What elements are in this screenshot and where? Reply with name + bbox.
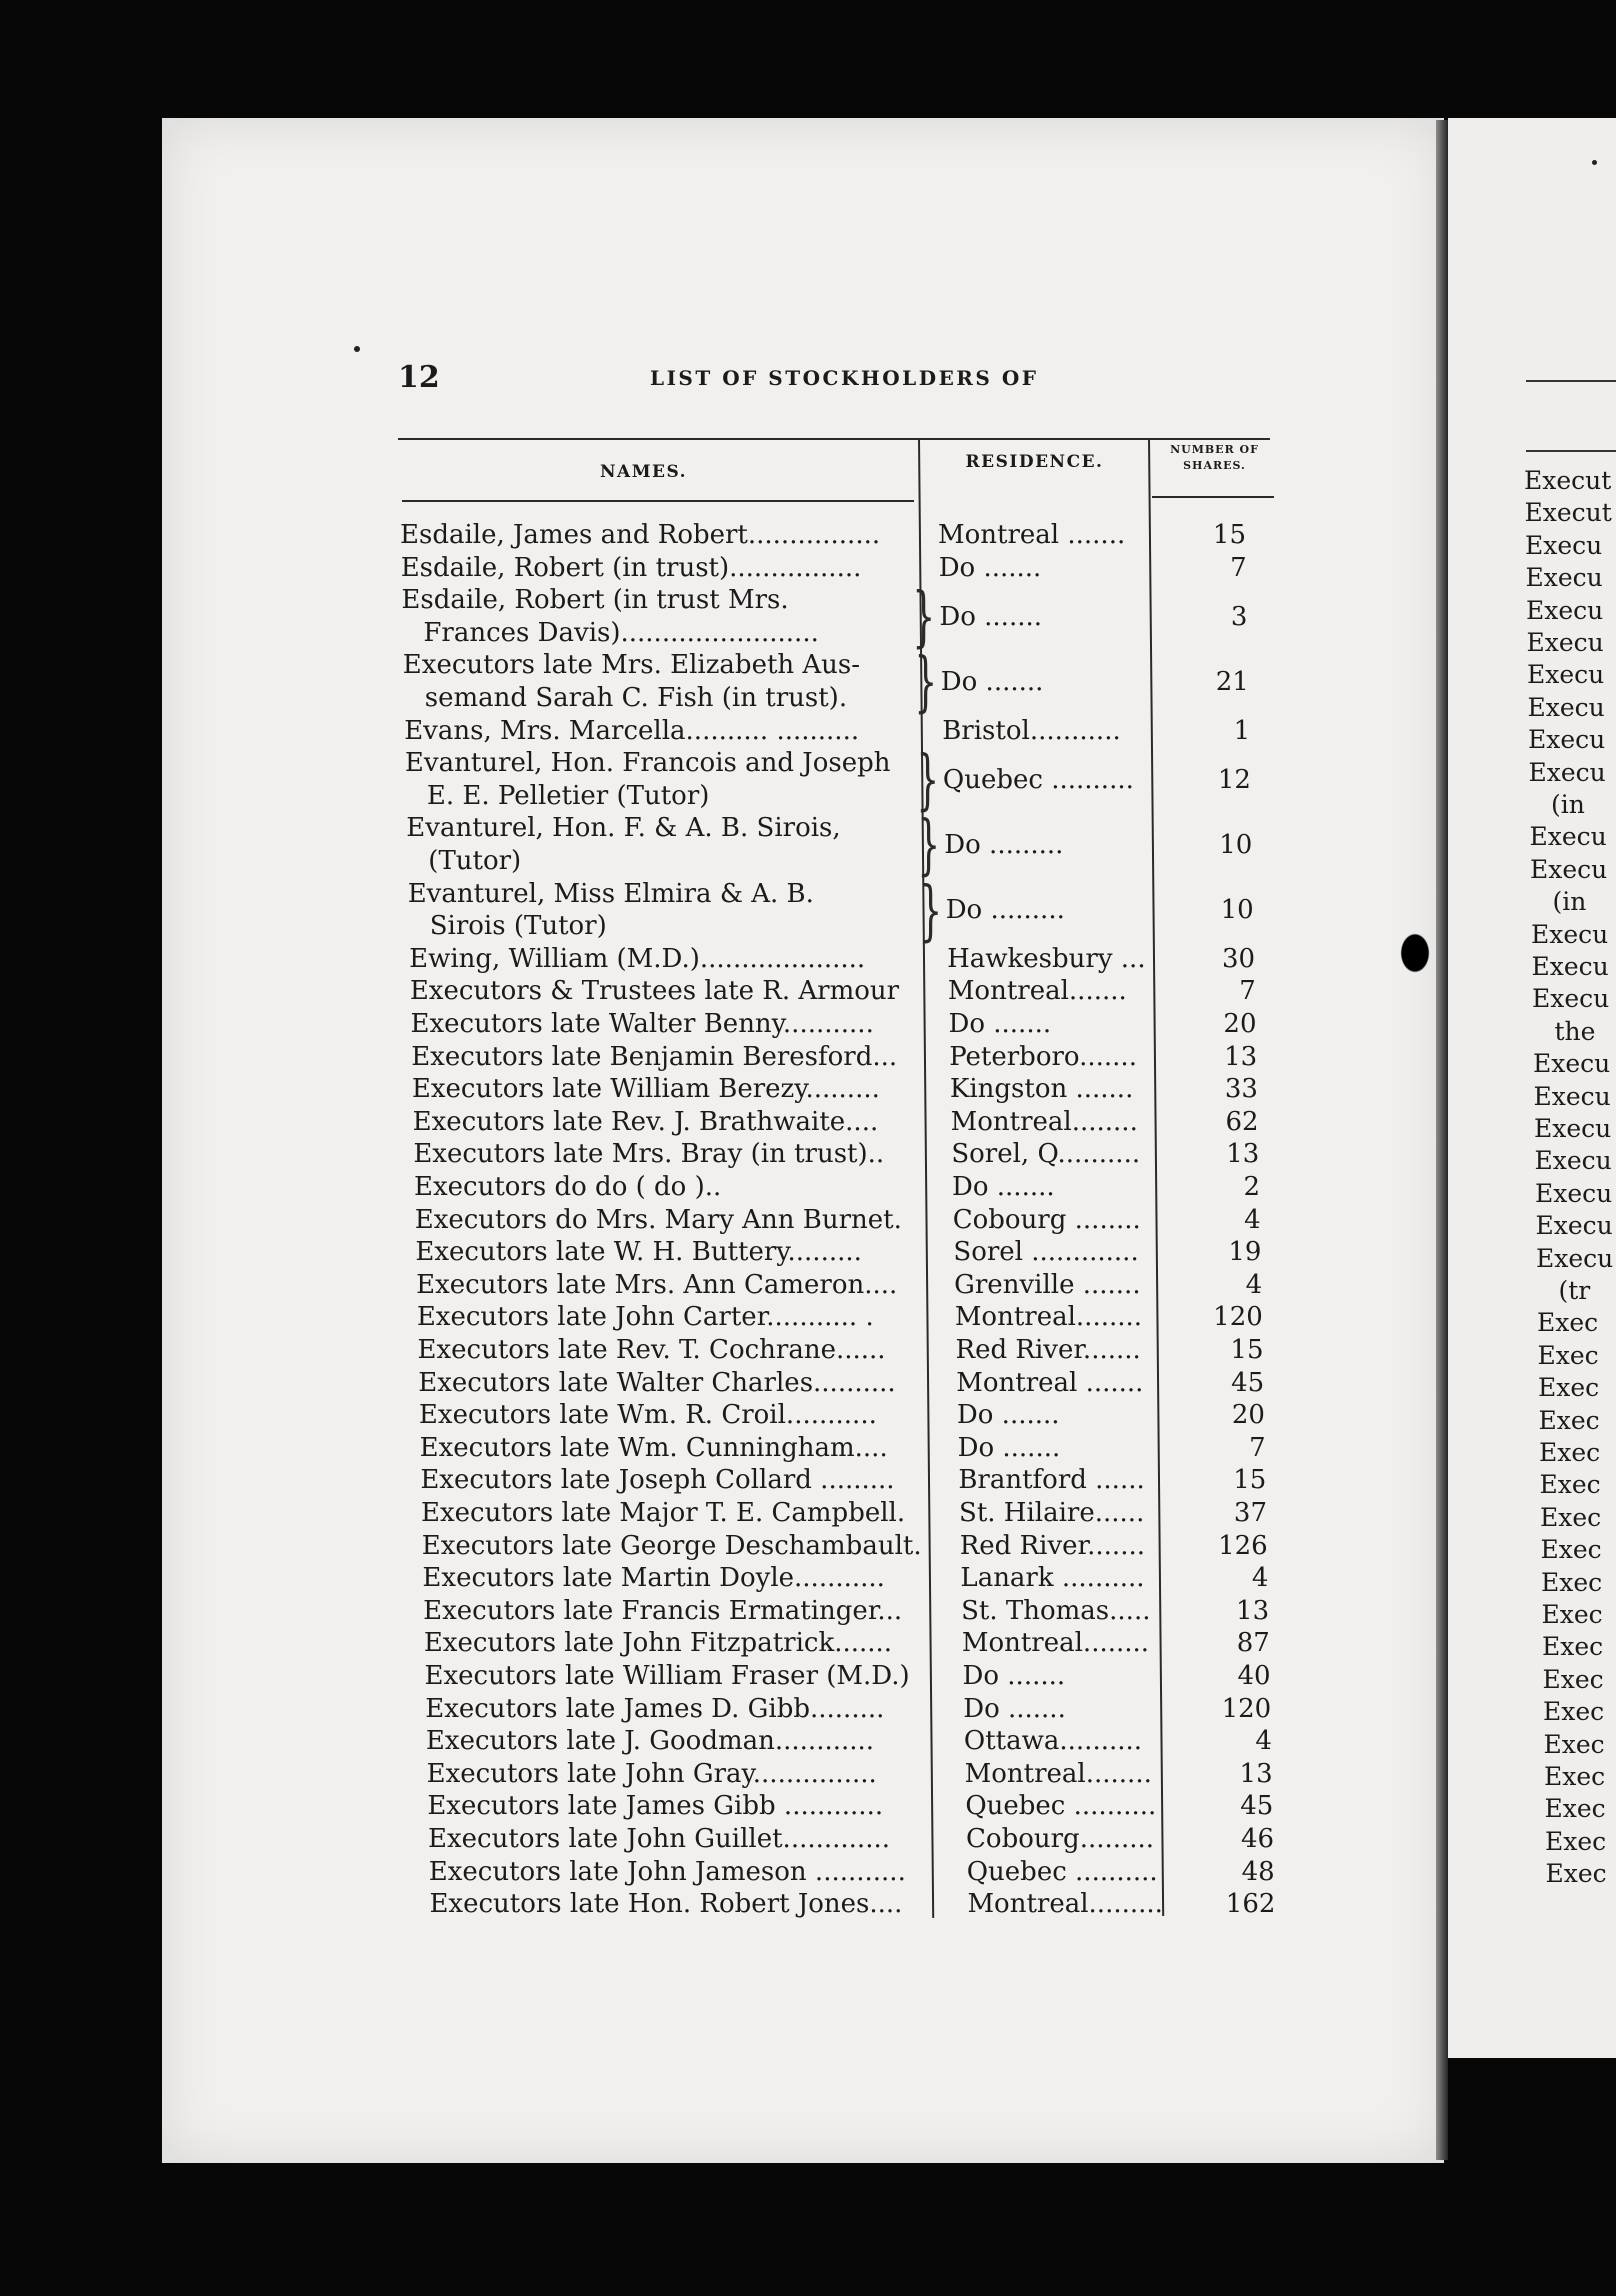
stockholder-name: Executors late Martin Doyle........... (422, 1563, 885, 1594)
stockholder-name: Executors late Walter Charles.......... (418, 1367, 896, 1398)
stockholder-residence: Montreal........ (964, 1758, 1152, 1789)
next-page-fragment: Execu (1533, 1081, 1611, 1111)
stockholder-shares: 30 (1222, 943, 1256, 974)
stockholder-name: Evanturel, Hon. Francois and Joseph (404, 748, 891, 779)
stockholder-shares: 62 (1225, 1106, 1259, 1137)
next-page-fragment: the (1554, 1016, 1596, 1046)
next-page-fragment: Execu (1527, 692, 1605, 722)
next-page-fragment: Exec (1541, 1600, 1603, 1629)
stockholder-residence: Montreal ....... (938, 520, 1126, 550)
stockholder-shares: 10 (1219, 829, 1253, 860)
stockholder-residence: Montreal......... (967, 1889, 1163, 1920)
stockholder-shares: 33 (1224, 1074, 1258, 1105)
next-page-fragment: Execu (1528, 725, 1606, 755)
stockholder-residence: Montreal........ (954, 1302, 1143, 1333)
next-page-fragment: (in (1552, 887, 1587, 917)
stockholder-shares: 120 (1221, 1693, 1272, 1724)
stockholder-residence: Hawkesbury ... (947, 943, 1146, 974)
stockholder-name: Executors late Major T. E. Campbell. (421, 1498, 906, 1528)
next-page-fragment: Exec (1541, 1567, 1603, 1597)
stockholder-shares: 46 (1240, 1824, 1275, 1854)
next-page-fragment: Exec (1539, 1470, 1601, 1500)
stockholder-shares: 13 (1224, 1041, 1258, 1072)
next-page-fragment: Execut (1524, 498, 1612, 528)
stockholder-residence: Kingston ....... (949, 1074, 1134, 1105)
next-page-fragment: Execu (1530, 854, 1608, 884)
stockholder-residence: Quebec .......... (966, 1856, 1158, 1887)
stockholder-shares: 15 (1212, 520, 1246, 550)
next-page-fragment: Exec (1542, 1664, 1604, 1694)
stockholder-shares: 48 (1241, 1856, 1275, 1887)
page-number: 12 (398, 360, 440, 395)
stockholder-shares: 20 (1231, 1400, 1265, 1431)
stockholder-residence: Sorel ............. (953, 1237, 1139, 1268)
stockholder-shares: 4 (1255, 1726, 1272, 1757)
stockholder-shares: 13 (1226, 1139, 1260, 1170)
stockholder-residence: Do ....... (956, 1400, 1060, 1431)
stockholder-name: Evans, Mrs. Marcella.......... .......... (404, 715, 860, 746)
stockholder-name: Executors late Mrs. Ann Cameron.... (416, 1269, 898, 1300)
stockholder-name: Executors & Trustees late R. Armour (409, 976, 900, 1007)
stockholder-residence: Ottawa.......... (963, 1726, 1143, 1757)
stockholder-residence: Quebec .......... (965, 1791, 1157, 1822)
stockholder-name: Executors do Mrs. Mary Ann Burnet. (414, 1204, 902, 1235)
stockholder-shares: 4 (1245, 1269, 1263, 1300)
stockholder-name: Executors late Wm. R. Croil........... (418, 1400, 877, 1431)
next-page-fragment: Execu (1534, 1114, 1612, 1143)
stockholder-name: (Tutor) (428, 846, 522, 876)
next-page-fragment: Execu (1536, 1243, 1614, 1273)
next-page-fragment: Execu (1535, 1178, 1613, 1208)
next-page-fragment: Execut (1524, 466, 1612, 495)
stockholder-name: Executors late W. H. Buttery......... (415, 1237, 862, 1268)
column-header-names: NAMES. (600, 462, 688, 482)
stockholder-residence: Montreal........ (950, 1106, 1138, 1137)
stockholder-residence: Do ....... (963, 1693, 1066, 1724)
stockholder-residence: Red River....... (959, 1530, 1145, 1561)
next-page-fragment: (in (1551, 790, 1585, 819)
stockholder-shares: 7 (1239, 976, 1256, 1007)
stockholder-residence: Do ....... (952, 1172, 1055, 1202)
stockholder-residence: Do ....... (948, 1009, 1052, 1039)
row-brace: } (916, 742, 940, 819)
stockholder-name: Executors late Benjamin Beresford... (411, 1041, 898, 1072)
column-header-residence: RESIDENCE. (965, 452, 1104, 472)
stockholder-residence: Brantford ...... (958, 1465, 1145, 1496)
stockholder-residence: St. Hilaire...... (959, 1498, 1145, 1528)
stockholder-shares: 120 (1213, 1302, 1263, 1333)
stockholder-shares: 87 (1236, 1628, 1270, 1659)
next-page-fragment: (tr (1558, 1276, 1591, 1305)
stockholder-shares: 15 (1233, 1465, 1267, 1496)
stockholder-name: Esdaile, Robert (in trust Mrs. (401, 585, 789, 616)
stockholder-name: Executors late William Fraser (M.D.) (424, 1661, 910, 1691)
next-page-fragment: Execu (1531, 952, 1609, 981)
next-page-fragment: Execu (1526, 628, 1604, 657)
stockholder-name: Executors do do ( do ).. (414, 1172, 722, 1202)
row-brace: } (919, 872, 942, 949)
next-page-fragment: Exec (1543, 1697, 1605, 1727)
next-page-fragment: Exec (1540, 1502, 1602, 1532)
next-page-fragment: Execu (1535, 1211, 1613, 1241)
stockholder-name: Executors late John Gray............... (426, 1758, 877, 1789)
next-page-fragment: Execu (1534, 1146, 1612, 1176)
stockholder-residence: Do ....... (940, 666, 1044, 697)
stockholder-name: Esdaile, James and Robert................ (400, 520, 881, 550)
next-page-fragment: Exec (1538, 1405, 1600, 1435)
stockholder-name: Executors late Joseph Collard ......... (420, 1465, 895, 1496)
stockholder-shares: 37 (1233, 1498, 1268, 1528)
stockholder-name: Executors late Francis Ermatinger... (423, 1595, 903, 1626)
stockholder-shares: 4 (1244, 1204, 1261, 1235)
stockholder-shares: 3 (1230, 601, 1248, 632)
stockholder-name: Executors late J. Goodman............ (425, 1726, 875, 1757)
stockholder-residence: Bristol........... (942, 715, 1121, 746)
next-page-fragment: Execu (1532, 984, 1610, 1014)
next-page-fragment: Execu (1533, 1049, 1611, 1079)
next-page-fragment: Execu (1528, 757, 1606, 787)
next-page-fragment: Execu (1529, 822, 1607, 852)
stockholder-shares: 20 (1223, 1009, 1257, 1039)
stockholder-name: Executors late John Carter........... . (416, 1302, 874, 1333)
row-brace: } (912, 579, 936, 656)
stockholder-name: Executors late James Gibb ............ (427, 1791, 884, 1822)
stockholder-shares: 7 (1249, 1432, 1266, 1463)
stockholder-residence: Quebec .......... (942, 764, 1134, 795)
stockholder-residence: Do ....... (957, 1432, 1061, 1463)
stockholder-residence: Montreal....... (947, 976, 1127, 1007)
next-page-fragment: Exec (1544, 1794, 1606, 1824)
stockholder-shares: 4 (1251, 1563, 1269, 1594)
stockholder-shares: 7 (1230, 552, 1247, 583)
stockholder-residence: Cobourg ........ (952, 1204, 1141, 1235)
next-page-fragment: Execu (1531, 919, 1609, 949)
next-page-fragment: Exec (1537, 1340, 1599, 1370)
stockholder-shares: 21 (1215, 666, 1249, 697)
stockholder-shares: 12 (1217, 764, 1251, 795)
stockholder-residence: Grenville ....... (954, 1269, 1141, 1300)
stockholder-residence: Montreal........ (961, 1628, 1150, 1659)
stockholder-name: Executors late Walter Benny........... (410, 1009, 874, 1039)
column-header-shares-line1: NUMBER OF (1170, 443, 1259, 456)
row-brace: } (914, 644, 937, 721)
stockholder-name: Executors late James D. Gibb......... (425, 1693, 885, 1724)
stockholder-shares: 10 (1220, 894, 1254, 925)
page-title: LIST OF STOCKHOLDERS OF (650, 366, 1039, 390)
stockholder-residence: Do ....... (938, 552, 1042, 583)
stockholder-name: Ewing, William (M.D.).................... (409, 943, 866, 974)
stockholder-name: Evanturel, Hon. F. & A. B. Sirois, (406, 813, 841, 844)
next-page-fragment: Exec (1540, 1535, 1602, 1565)
next-page-fragment: Exec (1543, 1729, 1605, 1759)
stockholder-residence: Do ....... (962, 1661, 1066, 1691)
stockholder-name: Evanturel, Miss Elmira & A. B. (407, 878, 814, 909)
stockholder-name: Sirois (Tutor) (429, 911, 607, 942)
stockholder-name: Executors late John Fitzpatrick....... (423, 1628, 893, 1659)
stockholder-shares: 2 (1243, 1172, 1261, 1202)
stockholder-residence: Do ......... (944, 829, 1064, 860)
stockholder-shares: 13 (1239, 1758, 1273, 1789)
stockholder-residence: St. Thomas..... (961, 1595, 1151, 1626)
stockholder-name: Esdaile, Robert (in trust)................ (400, 552, 862, 583)
stockholder-shares: 13 (1236, 1595, 1270, 1626)
stockholder-residence: Montreal ....... (956, 1367, 1144, 1398)
stockholder-name: semand Sarah C. Fish (in trust). (424, 683, 848, 713)
next-page-fragment: Execu (1526, 595, 1604, 625)
stockholder-name: Executors late Mrs. Elizabeth Aus- (402, 650, 861, 681)
stockholder-shares: 1 (1233, 715, 1251, 746)
stockholder-shares: 126 (1218, 1530, 1268, 1561)
stockholder-shares: 19 (1228, 1237, 1262, 1268)
next-page-fragment: Exec (1542, 1632, 1604, 1662)
stockholder-residence: Do ......... (945, 894, 1065, 925)
next-page-fragment: Execu (1525, 563, 1603, 593)
stockholder-residence: Cobourg......... (966, 1824, 1155, 1854)
stockholder-residence: Red River....... (955, 1335, 1141, 1365)
stockholder-residence: Do ....... (939, 601, 1043, 632)
next-page-fragment: Execu (1527, 660, 1605, 690)
column-header-shares-line2: SHARES. (1183, 459, 1246, 472)
stockholder-shares: 15 (1230, 1335, 1264, 1365)
stockholder-name: Executors late George Deschambault. (421, 1530, 922, 1561)
stockholder-name: Executors late Rev. T. Cochrane...... (417, 1335, 886, 1365)
row-brace: } (917, 807, 941, 884)
stockholder-shares: 45 (1240, 1791, 1274, 1822)
stockholder-name: Executors late Hon. Robert Jones.... (429, 1889, 903, 1920)
stockholder-shares: 45 (1231, 1367, 1265, 1398)
stockholder-residence: Peterboro....... (949, 1041, 1137, 1072)
stockholder-name: Frances Davis)........................ (423, 617, 819, 648)
stockholder-name: E. E. Pelletier (Tutor) (426, 780, 710, 811)
stockholder-residence: Lanark .......... (960, 1563, 1145, 1594)
stockholder-name: Executors late Wm. Cunningham.... (419, 1432, 888, 1463)
stockholder-residence: Sorel, Q.......... (951, 1139, 1141, 1170)
stockholder-name: Executors late Mrs. Bray (in trust).. (413, 1139, 885, 1170)
next-page-fragment: Execu (1525, 530, 1603, 560)
stockholder-shares: 162 (1225, 1889, 1276, 1920)
stockholder-name: Executors late John Guillet............. (428, 1824, 890, 1854)
next-page-fragment: Exec (1545, 1859, 1607, 1889)
stockholder-name: Executors late John Jameson ........... (428, 1856, 906, 1887)
stockholder-name: Executors late William Berezy......... (411, 1074, 880, 1105)
stockholder-name: Executors late Rev. J. Brathwaite.... (412, 1106, 879, 1137)
next-page-fragment: Exec (1538, 1373, 1600, 1403)
next-page-fragment: Exec (1545, 1826, 1607, 1856)
next-page-fragment: Exec (1544, 1762, 1606, 1791)
next-page-fragment: Exec (1539, 1438, 1601, 1467)
next-page-fragment: Exec (1537, 1308, 1599, 1338)
stockholder-shares: 40 (1237, 1661, 1271, 1691)
